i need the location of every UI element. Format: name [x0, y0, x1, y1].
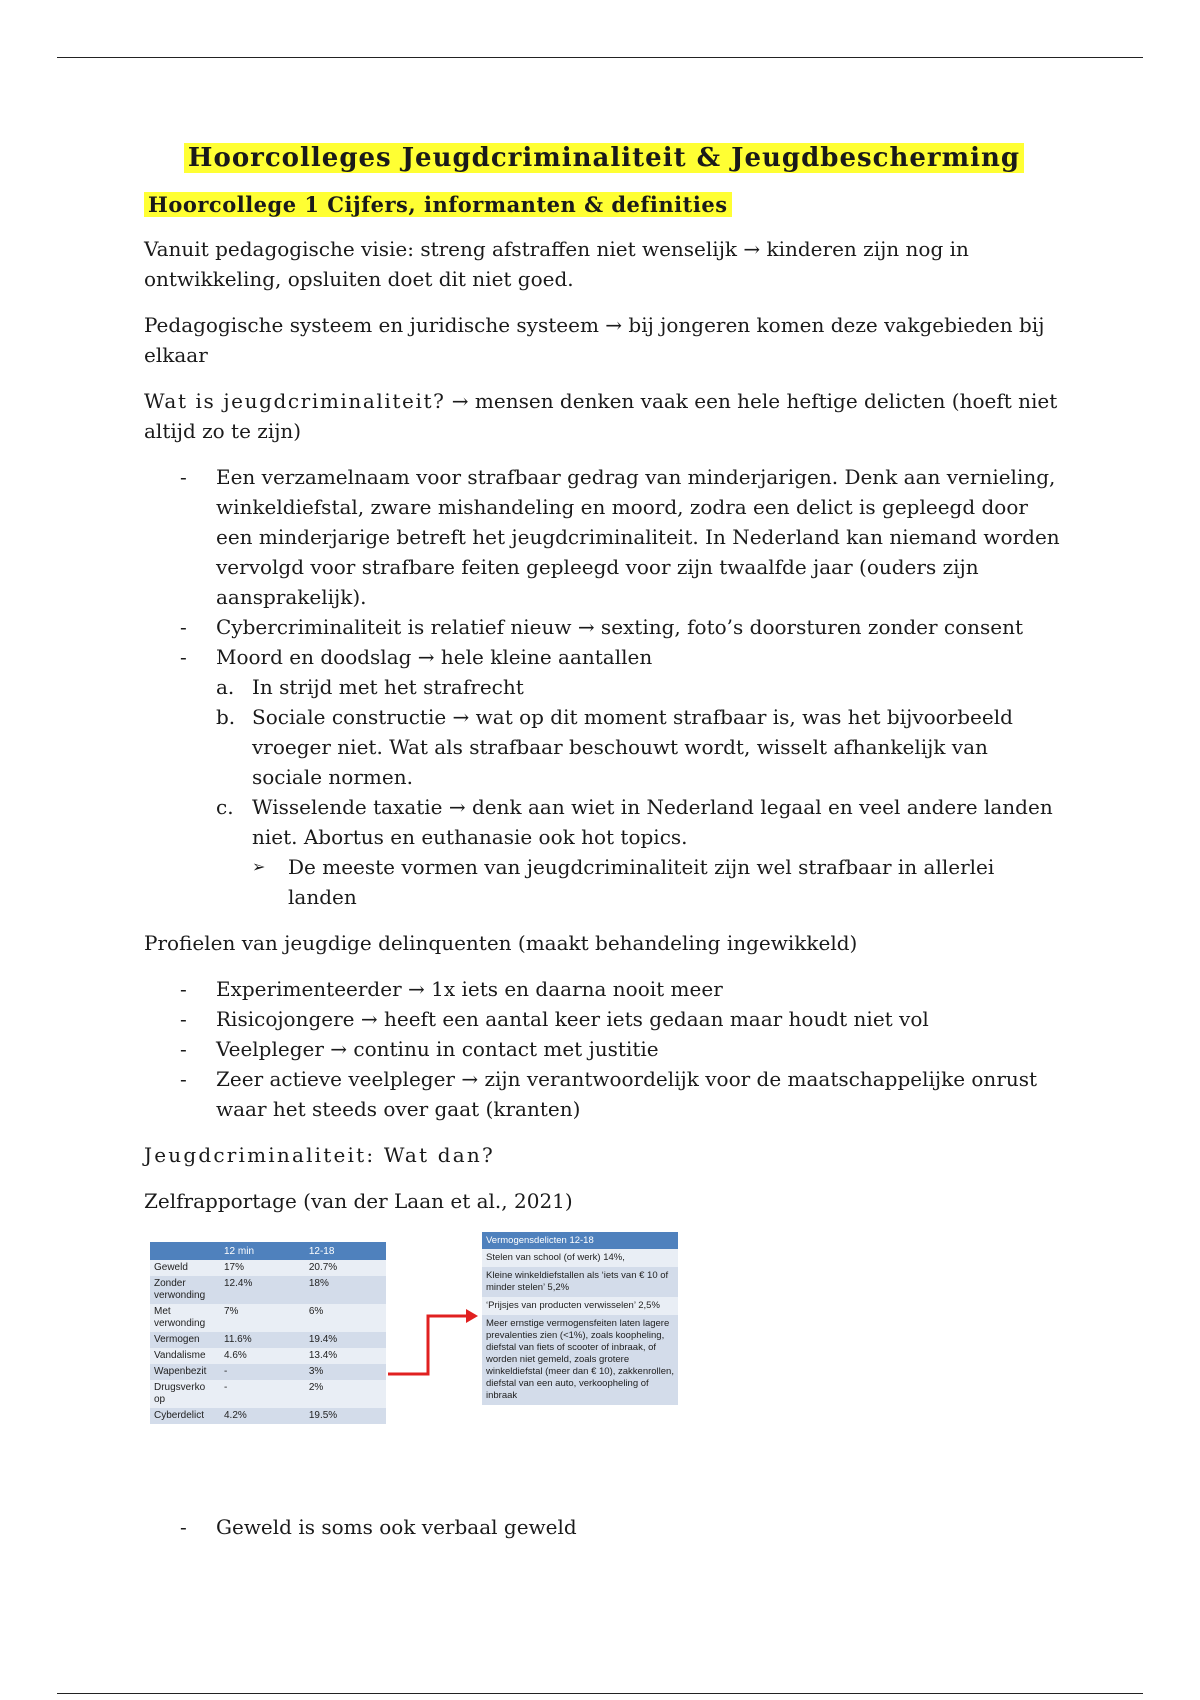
violence-list [144, 1512, 1064, 1542]
sub-sub-list [252, 852, 1064, 912]
sub-list [216, 672, 1064, 912]
table-row: Geweld 17% 20.7% [150, 1260, 386, 1276]
what-is-rest: → mensen denken vaak een hele heftige delicten (hoeft niet altijd zo te zijn) [144, 389, 1058, 443]
top-rule [57, 57, 1143, 58]
sub-sub-list-item: ➢ De meeste vormen van jeugdcriminaliteit zijn wel strafbaar in allerlei landen [252, 852, 1064, 912]
sub-list-item: a. In strijd met het strafrecht [216, 675, 524, 699]
sub-list-item: b. Sociale constructie → wat op dit moment strafbaar is, was het bijvoorbeeld vroeger niet. Wat als strafbaar beschouwt wordt, wisselt afhankelijk van sociale normen. [216, 705, 1013, 789]
table-header: 12-18 [305, 1242, 386, 1260]
list-item: - Zeer actieve veelpleger → zijn verantwoordelijk voor de maatschappelijke onrust waar het steeds over gaat (kranten) [144, 1064, 1064, 1124]
bottom-rule [57, 1693, 1143, 1694]
paragraph-what-is [144, 386, 1064, 446]
paragraph-profiles: Profielen van jeugdige delinquenten (maakt behandeling ingewikkeld) [144, 931, 858, 955]
profiles-list [144, 974, 1064, 1124]
list-item: - Experimenteerder → 1x iets en daarna nooit meer [144, 974, 1064, 1004]
prevalence-table [150, 1242, 386, 1424]
list-item: - Veelpleger → continu in contact met justitie [144, 1034, 1064, 1064]
table-row: Stelen van school (of werk) 14%, [482, 1249, 678, 1267]
paragraph-self-report: Zelfrapportage (van der Laan et al., 2021) [144, 1189, 573, 1213]
table-row: Kleine winkeldiefstallen als ‘iets van € 10 of minder stelen’ 5,2% [482, 1267, 678, 1297]
table-row: Cyberdelict 4.2% 19.5% [150, 1408, 386, 1424]
table-header: Vermogensdelicten 12-18 [482, 1232, 678, 1249]
list-item: - Moord en doodslag → hele kleine aantallen a. In strijd met het strafrecht b. Sociale constructie → wat op dit moment strafbaar is, was het bijvoorbeeld vroeger niet. Wat als strafbaar beschouwt wordt, wisselt afhankelijk van sociale normen. c. Wisselende taxatie → denk aan wiet in Nederland legaal en veel andere landen niet. Abortus en euthanasie ook hot topics. ➢ De meeste vormen van jeugdcriminaliteit zijn wel strafbaar in allerlei landen [144, 642, 1064, 912]
table-row: Zonder verwonding 12.4% 18% [150, 1276, 386, 1304]
red-arrow-icon [386, 1302, 482, 1382]
section-heading: Jeugdcriminaliteit: Wat dan? [144, 1143, 495, 1167]
sub-list-item: c. Wisselende taxatie → denk aan wiet in Nederland legaal en veel andere landen niet. Abortus en euthanasie ook hot topics. ➢ De meeste vormen van jeugdcriminaliteit zijn wel strafbaar in allerlei landen [216, 792, 1064, 912]
statistics-figure [150, 1232, 1064, 1494]
table-row: Wapenbezit - 3% [150, 1364, 386, 1380]
table-header-row [150, 1242, 386, 1260]
what-is-lead: Wat is jeugdcriminaliteit? [144, 389, 446, 413]
table-row: Drugsverko op - 2% [150, 1380, 386, 1408]
lecture-heading: Hoorcollege 1 Cijfers, informanten & definities [144, 190, 1064, 220]
definition-list [144, 462, 1064, 912]
property-crimes-table [482, 1232, 678, 1405]
table-row: ‘Prijsjes van producten verwisselen’ 2,5% [482, 1297, 678, 1315]
list-item: - Geweld is soms ook verbaal geweld [144, 1512, 1064, 1542]
list-item: - Een verzamelnaam voor strafbaar gedrag van minderjarigen. Denk aan vernieling, winkeldiefstal, zware mishandeling en moord, zodra een delict is gepleegd door een minderjarige betreft het jeugdcriminaliteit. In Nederland kan niemand worden vervolgd voor strafbare feiten gepleegd voor zijn twaalfde jaar (ouders zijn aansprakelijk). [144, 462, 1064, 612]
document-title: Hoorcolleges Jeugdcriminaliteit & Jeugdbescherming [144, 138, 1064, 178]
list-item: - Cybercriminaliteit is relatief nieuw → sexting, foto’s doorsturen zonder consent [144, 612, 1064, 642]
table-header [150, 1242, 220, 1260]
paragraph-systems: Pedagogische systeem en juridische systeem → bij jongeren komen deze vakgebieden bij elkaar [144, 313, 1045, 367]
table-row: Met verwonding 7% 6% [150, 1304, 386, 1332]
paragraph-pedagogic-view: Vanuit pedagogische visie: streng afstraffen niet wenselijk → kinderen zijn nog in ontwikkeling, opsluiten doet dit niet goed. [144, 237, 969, 291]
table-row: Vermogen 11.6% 19.4% [150, 1332, 386, 1348]
document-body [144, 138, 1064, 1558]
list-item: - Risicojongere → heeft een aantal keer iets gedaan maar houdt niet vol [144, 1004, 1064, 1034]
table-header: 12 min [220, 1242, 305, 1260]
table-row: Vandalisme 4.6% 13.4% [150, 1348, 386, 1364]
table-header-row [482, 1232, 678, 1249]
table-row: Meer ernstige vermogensfeiten laten lagere prevalenties zien (<1%), zoals koopheling, diefstal van fiets of scooter of inbraak, of worden niet gemeld, zoals grotere winkeldiefstal (meer dan € 10), zakkenrollen, diefstal van een auto, verkoopheling of inbraak [482, 1315, 678, 1405]
